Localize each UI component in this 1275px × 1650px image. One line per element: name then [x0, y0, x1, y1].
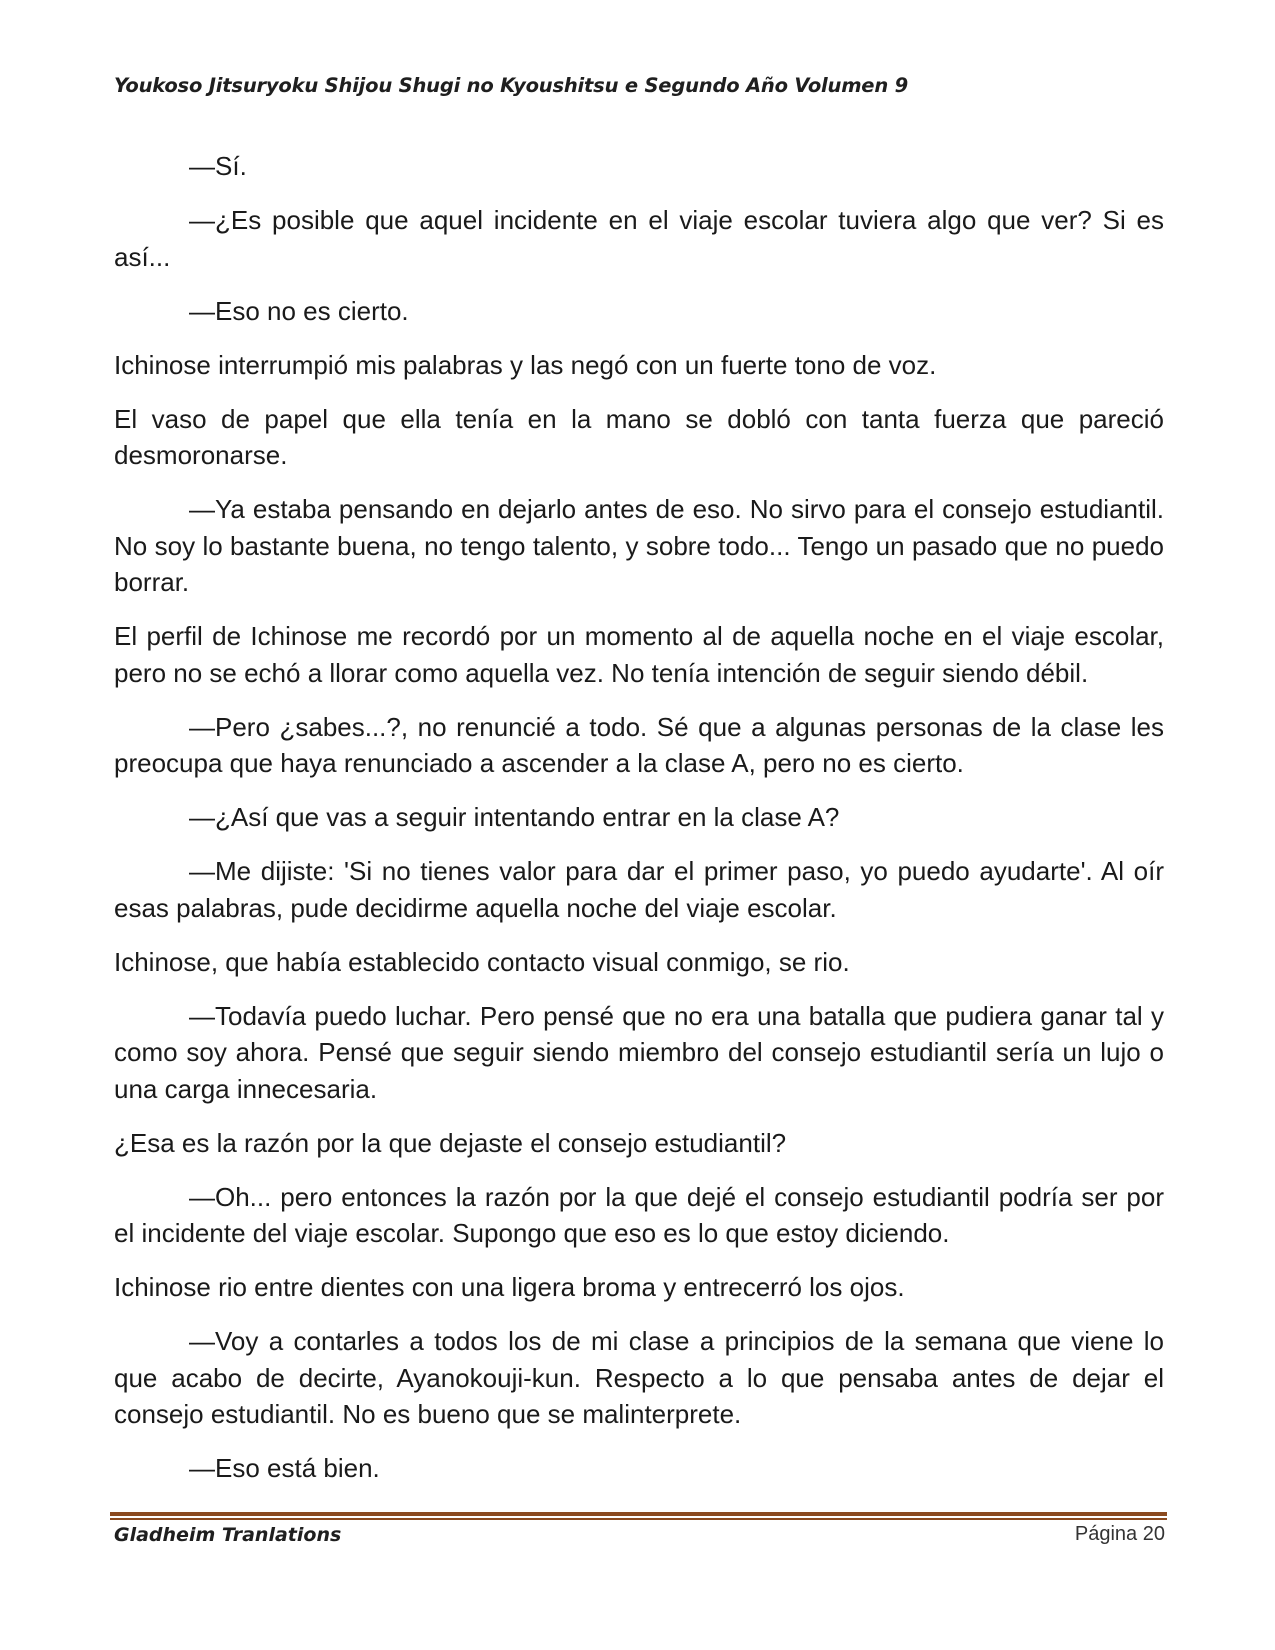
- paragraph: —Sí.: [189, 151, 247, 181]
- paragraph: —Voy a contarles a todos los de mi clase a principios de la semana que viene lo que acabo de decirte, Ayanokouji-kun. Respecto a lo que pensaba antes de dejar el consejo estudiantil. No es bueno que se malinterprete.: [114, 1326, 1164, 1429]
- page-body: [114, 148, 1164, 1487]
- paragraph: —Me dijiste: 'Si no tienes valor para dar el primer paso, yo puedo ayudarte'. Al oír esas palabras, pude decidirme aquella noche del viaje escolar.: [114, 856, 1164, 923]
- paragraph: —Ya estaba pensando en dejarlo antes de eso. No sirvo para el consejo estudiantil. No soy lo bastante buena, no tengo talento, y sobre todo... Tengo un pasado que no puedo borrar.: [114, 494, 1164, 597]
- paragraph: —Eso no es cierto.: [189, 295, 409, 326]
- paragraph: El vaso de papel que ella tenía en la mano se dobló con tanta fuerza que pareció desmoronarse.: [114, 403, 1164, 470]
- paragraph: —Eso está bien.: [189, 1453, 380, 1483]
- paragraph: Ichinose interrumpió mis palabras y las negó con un fuerte tono de voz.: [114, 349, 937, 380]
- page-number-value: 20: [1142, 1523, 1165, 1545]
- paragraph: —Pero ¿sabes...?, no renuncié a todo. Sé que a algunas personas de la clase les preocupa que haya renunciado a ascender a la clase A, pero no es cierto.: [114, 711, 1164, 778]
- running-header: Youkoso Jitsuryoku Shijou Shugi no Kyoushitsu e Segundo Año Volumen 9: [114, 74, 908, 97]
- page-label: Página: [1074, 1523, 1138, 1545]
- paragraph: Ichinose rio entre dientes con una ligera broma y entrecerró los ojos.: [114, 1272, 905, 1302]
- paragraph: —¿Así que vas a seguir intentando entrar en la clase A?: [189, 802, 840, 832]
- footer-rule-thin: [110, 1518, 1167, 1520]
- footer-rule-thick: [110, 1512, 1167, 1516]
- paragraph: ¿Esa es la razón por la que dejaste el consejo estudiantil?: [114, 1127, 787, 1158]
- paragraph: Ichinose, que había establecido contacto visual conmigo, se rio.: [114, 946, 850, 977]
- paragraph: —Oh... pero entonces la razón por la que dejé el consejo estudiantil podría ser por el incidente del viaje escolar. Supongo que eso es lo que estoy diciendo.: [114, 1181, 1164, 1248]
- footer-translator: Gladheim Tranlations: [114, 1524, 342, 1546]
- paragraph: El perfil de Ichinose me recordó por un momento al de aquella noche en el viaje escolar, pero no se echó a llorar como aquella vez. No tenía intención de seguir siendo débil.: [114, 621, 1164, 688]
- paragraph: —¿Es posible que aquel incidente en el viaje escolar tuviera algo que ver? Si es así...: [114, 205, 1164, 272]
- page-number: [1075, 1523, 1165, 1546]
- paragraph: —Todavía puedo luchar. Pero pensé que no era una batalla que pudiera ganar tal y como soy ahora. Pensé que seguir siendo miembro del consejo estudiantil sería un lujo o una carga innecesaria.: [114, 1000, 1164, 1104]
- footer-rule: [110, 1512, 1167, 1521]
